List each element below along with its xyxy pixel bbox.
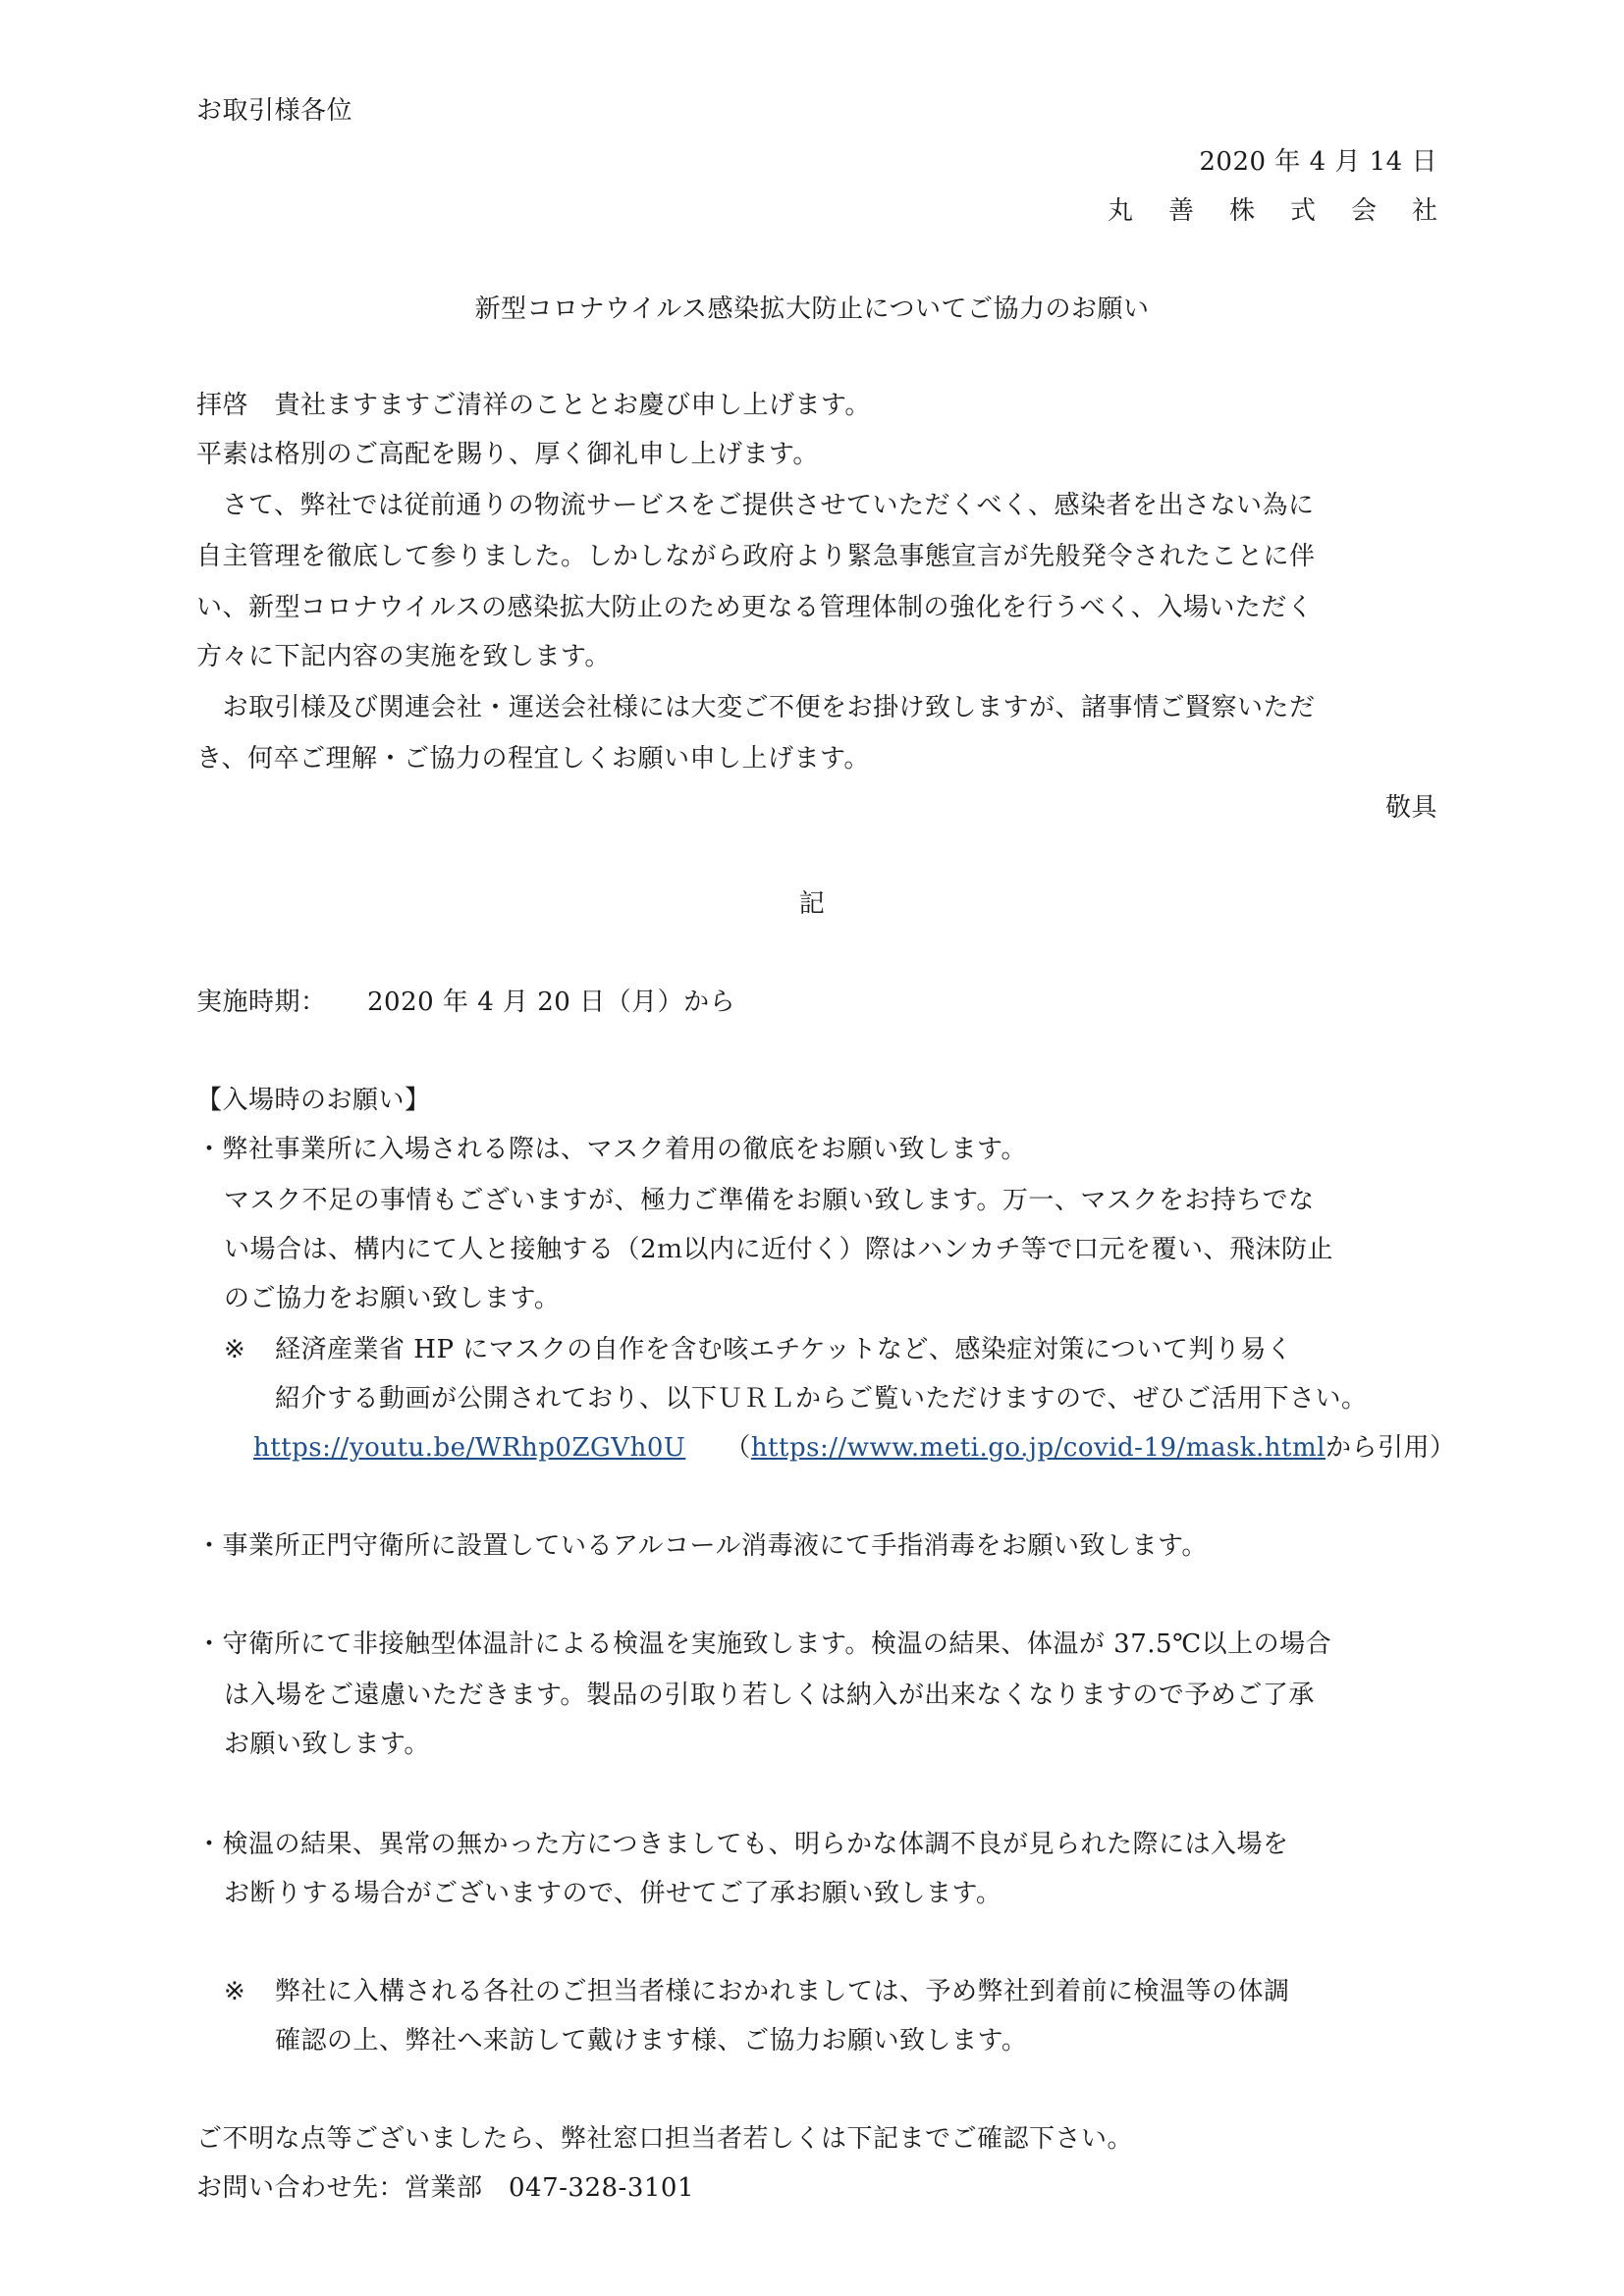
condition-request-line: ・検温の結果、異常の無かった方につきましても、明らかな体調不良が見られた際には入場を — [196, 1830, 1289, 1859]
mask-request-line: ・弊社事業所に入場される際は、マスク着用の徹底をお願い致します。 — [196, 1135, 1027, 1164]
greeting-line: お取引様及び関連会社・運送会社様には大変ご不便をお掛け致しますが、諸事情ご賢察いただ — [196, 693, 1316, 722]
greeting-line: 拝啓 貴社ますますご清祥のこととお慶び申し上げます。 — [196, 391, 871, 420]
mask-request-line: のご協力をお願い致します。 — [224, 1284, 561, 1313]
note-mark: ※ — [224, 1335, 246, 1364]
condition-request-line: お断りする場合がございますので、併せてご了承お願い致します。 — [224, 1879, 1002, 1908]
temperature-request-line: は入場をご遠慮いただきます。製品の引取り若しくは納入が出来なくなりますので予めご了承 — [224, 1681, 1315, 1710]
sanitizer-request: ・事業所正門守衛所に設置しているアルコール消毒液にて手指消毒をお願い致します。 — [196, 1531, 1208, 1561]
document-title: 新型コロナウイルス感染拡大防止についてご協力のお願い — [474, 294, 1150, 324]
temperature-request-line: お願い致します。 — [224, 1730, 430, 1759]
link-suffix: から引用） — [1325, 1433, 1456, 1463]
note-line: 紹介する動画が公開されており、以下ＵＲＬからご覧いただけますので、ぜひご活用下さい。 — [275, 1384, 1368, 1414]
note-line: 経済産業省 HP にマスクの自作を含む咳エチケットなど、感染症対策について判り易く — [275, 1335, 1293, 1364]
requests-heading: 【入場時のお願い】 — [196, 1086, 431, 1115]
greeting-line: さて、弊社では従前通りの物流サービスをご提供させていただくべく、感染者を出さない為に — [196, 491, 1315, 520]
document-date: 2020 年 4 月 14 日 — [1199, 147, 1437, 177]
closing-word: 敬具 — [1384, 793, 1437, 823]
greeting-line: 平素は格別のご高配を賜り、厚く御礼申し上げます。 — [196, 440, 819, 469]
meti-mask-link[interactable]: https://www.meti.go.jp/covid-19/mask.html — [750, 1433, 1326, 1463]
contact-info: お問い合わせ先：営業部 047-328-3101 — [196, 2173, 694, 2203]
link-open-paren: （ — [725, 1433, 751, 1463]
greeting-line: き、何卒ご理解・ご協力の程宜しくお願い申し上げます。 — [196, 744, 870, 774]
greeting-line: い、新型コロナウイルスの感染拡大防止のため更なる管理体制の強化を行うべく、入場いただく — [196, 593, 1314, 622]
link-row — [253, 1431, 1456, 1465]
addressee: お取引様各位 — [196, 96, 353, 126]
mask-request-line: い場合は、構内にて人と接触する（2ｍ以内に近付く）際はハンカチ等で口元を覆い、飛沫防止 — [224, 1235, 1334, 1264]
implementation-date: 2020 年 4 月 20 日（月）から — [367, 988, 736, 1017]
note2-line: 弊社に入構される各社のご担当者様におかれましては、予め弊社到着前に検温等の体調 — [275, 1977, 1290, 2006]
temperature-request-line: ・守衛所にて非接触型体温計による検温を実施致します。検温の結果、体温が 37.5℃以上の場合 — [196, 1629, 1332, 1659]
company-name: 丸善株式会社 — [1107, 196, 1473, 226]
note2-mark: ※ — [224, 1977, 246, 2006]
ki-heading: 記 — [798, 889, 826, 919]
implementation-label: 実施時期： — [196, 988, 327, 1017]
mask-request-line: マスク不足の事情もございますが、極力ご準備をお願い致します。万一、マスクをお持ちでな — [224, 1186, 1315, 1215]
inquiry-text: ご不明な点等ございましたら、弊社窓口担当者若しくは下記までご確認下さい。 — [196, 2124, 1134, 2154]
greeting-line: 方々に下記内容の実施を致します。 — [196, 642, 611, 671]
greeting-line: 自主管理を徹底して参りました。しかしながら政府より緊急事態宣言が先般発令されたことに伴 — [196, 542, 1316, 571]
youtube-video-link[interactable]: https://youtu.be/WRhp0ZGVh0U — [253, 1433, 686, 1463]
note2-line: 確認の上、弊社へ来訪して戴けます様、ご協力お願い致します。 — [275, 2026, 1028, 2056]
